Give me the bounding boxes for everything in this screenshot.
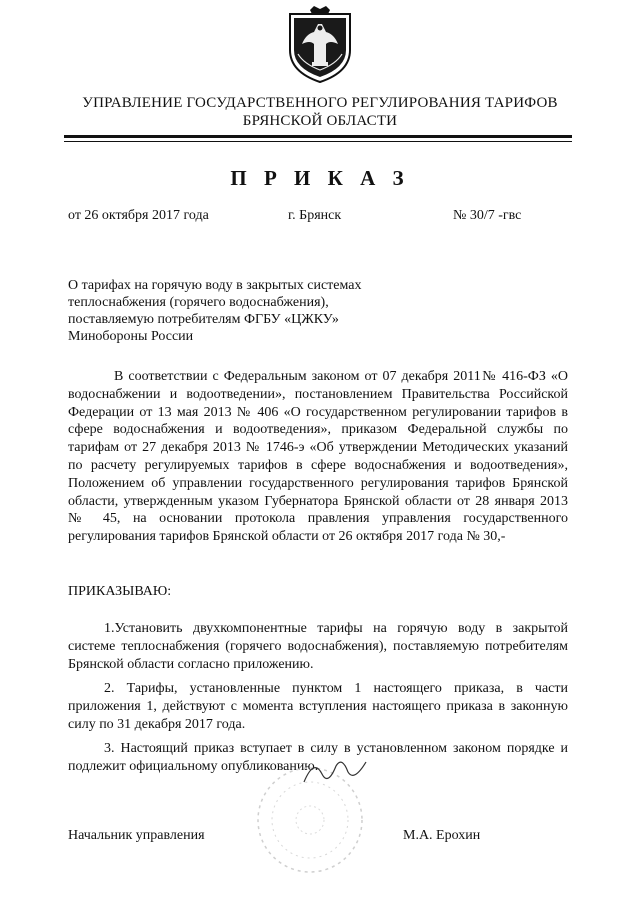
header-rule-thick xyxy=(64,135,572,138)
order-item-3: 3. Настоящий приказ вступает в силу в установленном законом порядке и подлежит официальному опубликованию. xyxy=(68,741,568,774)
signatory-position: Начальник управления xyxy=(68,828,205,843)
subject-line: О тарифах на горячую воду в закрытых системах xyxy=(68,278,362,293)
subject-line: теплоснабжения (горячего водоснабжения), xyxy=(68,295,329,310)
signatory-name: М.А. Ерохин xyxy=(403,828,481,843)
order-number: № 30/7 -гвс xyxy=(453,208,522,223)
subject-line: Минобороны России xyxy=(68,329,194,344)
preamble-paragraph: В соответствии с Федеральным законом от 07 декабря 2011№ 416-ФЗ «О водоснабжении и водоотведении», постановлением Правительства Российской Федерации от 13 мая 2013 № 406 «О государственном регулировании тарифов в сфере водоснабжения и водоотведения», приказом Федеральной службы по тарифам от 27 декабря 2013 № 1746-э «Об утверждении Методических указаний по расчету регулируемых тарифов в сфере водоснабжения и водоотведения», Положением об управлении государственного регулирования тарифов Брянской области, утвержденным указом Губернатора Брянской области от 28 января 2013 № 45, на основании протокола правления управления государственного регулирования тарифов Брянской области от 26 октября 2017 года № 30,- xyxy=(68,369,568,545)
header-rule-thin xyxy=(64,141,572,142)
coat-of-arms-icon xyxy=(284,4,356,84)
signature-icon xyxy=(300,752,370,792)
order-city: г. Брянск xyxy=(288,208,342,223)
organization-name-line1: УПРАВЛЕНИЕ ГОСУДАРСТВЕННОГО РЕГУЛИРОВАНИЯ ТАРИФОВ xyxy=(82,95,558,111)
order-item-1: 1.Установить двухкомпонентные тарифы на горячую воду в закрытой системе теплоснабжения (горячего водоснабжения), поставляемую потребителям Брянской области согласно приложению. xyxy=(68,621,568,672)
order-word: ПРИКАЗЫВАЮ: xyxy=(68,584,172,599)
order-item-2: 2. Тарифы, установленные пунктом 1 настоящего приказа, в части приложения 1, действуют с момента вступления настоящего приказа в законную силу по 31 декабря 2017 года. xyxy=(68,681,568,732)
subject-line: поставляемую потребителям ФГБУ «ЦЖКУ» xyxy=(68,312,339,327)
organization-name-line2: БРЯНСКОЙ ОБЛАСТИ xyxy=(242,113,398,129)
order-date: от 26 октября 2017 года xyxy=(68,208,209,223)
order-subject xyxy=(68,277,361,345)
document-title: П Р И К А З xyxy=(230,166,410,190)
